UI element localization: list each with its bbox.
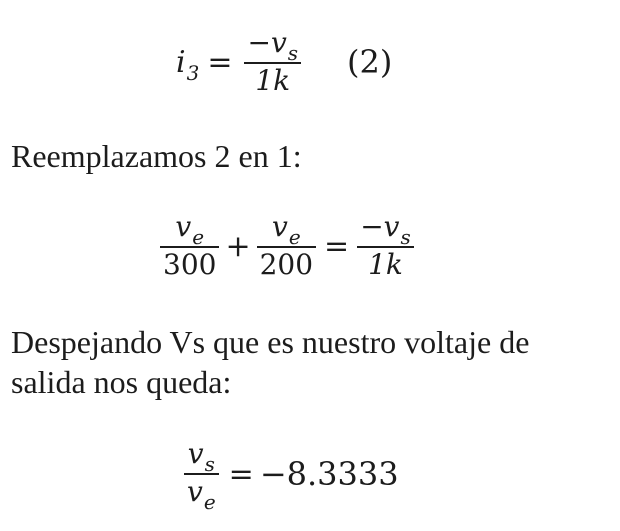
denominator: $v_e$ (187, 475, 216, 514)
denominator: 200 (259, 248, 314, 281)
paragraph-despejando-line2: salida nos queda: (11, 364, 232, 400)
paragraph-despejando-line1: Despejando Vs que es nuestro voltaje de (11, 324, 530, 360)
gain-value: −8.3333 (259, 455, 399, 493)
numerator: $-v_s$ (247, 26, 299, 65)
lhs-variable: $i_3$ (176, 44, 200, 85)
fraction (244, 26, 301, 98)
denominator: 1k (255, 64, 291, 97)
denominator: 1k (368, 248, 403, 281)
equation-sum (156, 196, 418, 296)
numerator: $v_e$ (175, 210, 205, 249)
numerator: $-v_s$ (360, 210, 411, 249)
equation-label: (2) (347, 43, 393, 81)
denominator: 300 (163, 248, 217, 281)
fraction-term2 (257, 210, 316, 282)
plus-sign: + (225, 228, 251, 264)
fraction-gain (184, 437, 219, 514)
paragraph-reemplazamos: Reemplazamos 2 en 1: (11, 138, 302, 174)
numerator: $v_e$ (271, 210, 301, 249)
fraction-rhs (357, 210, 414, 282)
fraction-term1 (160, 210, 219, 282)
equals-sign: = (228, 456, 254, 492)
equation-gain (180, 424, 399, 524)
equals-sign: = (207, 44, 233, 80)
equation-2 (176, 12, 392, 112)
equals-sign: = (324, 228, 350, 264)
numerator: $v_s$ (187, 437, 215, 476)
